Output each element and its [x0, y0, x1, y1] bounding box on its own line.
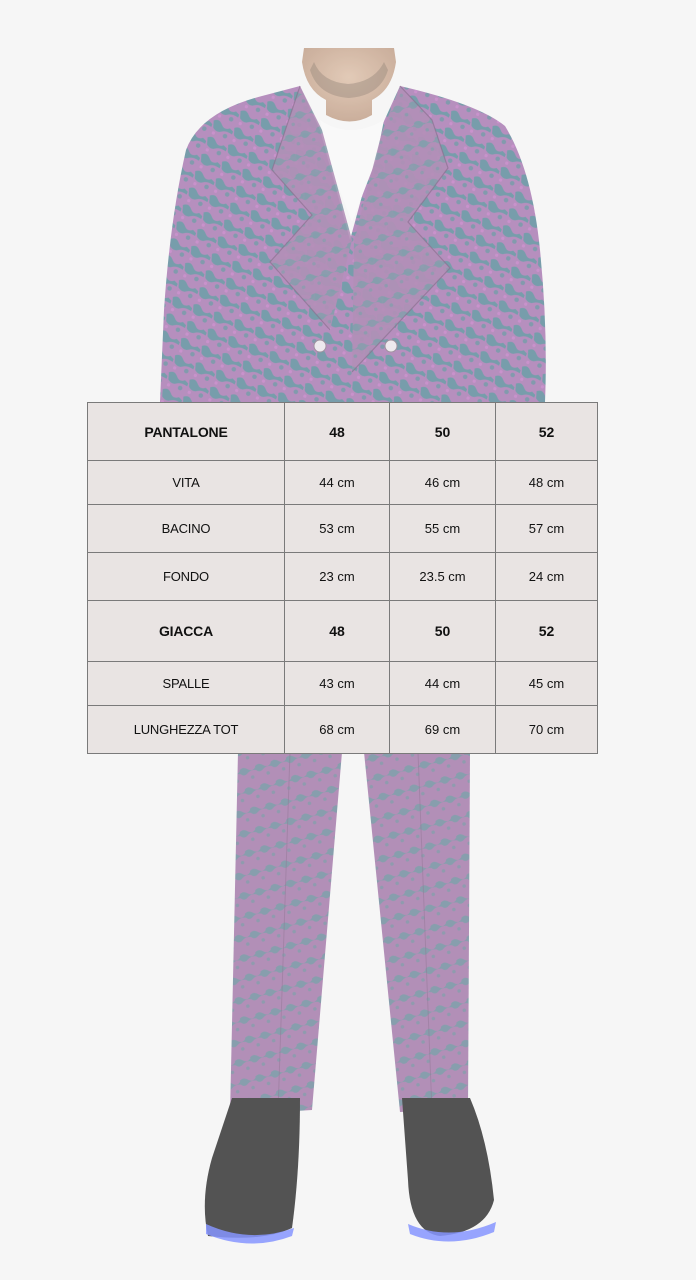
table-row	[88, 553, 598, 601]
row-label: BACINO	[88, 505, 285, 553]
table-row	[88, 662, 598, 706]
measure-cell: 23 cm	[285, 553, 390, 601]
measure-cell: 45 cm	[496, 662, 598, 706]
table-row	[88, 403, 598, 461]
measure-cell: 24 cm	[496, 553, 598, 601]
size-chart-table	[87, 402, 598, 754]
measure-cell: 23.5 cm	[390, 553, 496, 601]
table-row	[88, 601, 598, 662]
row-label: PANTALONE	[88, 403, 285, 461]
size-cell: 52	[496, 601, 598, 662]
measure-cell: 69 cm	[390, 706, 496, 754]
measure-cell: 48 cm	[496, 461, 598, 505]
row-label: SPALLE	[88, 662, 285, 706]
table-row	[88, 505, 598, 553]
row-label: FONDO	[88, 553, 285, 601]
row-label: LUNGHEZZA TOT	[88, 706, 285, 754]
row-label: GIACCA	[88, 601, 285, 662]
size-cell: 52	[496, 403, 598, 461]
size-cell: 50	[390, 403, 496, 461]
size-cell: 48	[285, 601, 390, 662]
table-row	[88, 706, 598, 754]
measure-cell: 46 cm	[390, 461, 496, 505]
size-cell: 50	[390, 601, 496, 662]
measure-cell: 55 cm	[390, 505, 496, 553]
measure-cell: 57 cm	[496, 505, 598, 553]
table-row	[88, 461, 598, 505]
measure-cell: 68 cm	[285, 706, 390, 754]
measure-cell: 43 cm	[285, 662, 390, 706]
row-label: VITA	[88, 461, 285, 505]
measure-cell: 44 cm	[285, 461, 390, 505]
size-cell: 48	[285, 403, 390, 461]
measure-cell: 53 cm	[285, 505, 390, 553]
measure-cell: 70 cm	[496, 706, 598, 754]
measure-cell: 44 cm	[390, 662, 496, 706]
